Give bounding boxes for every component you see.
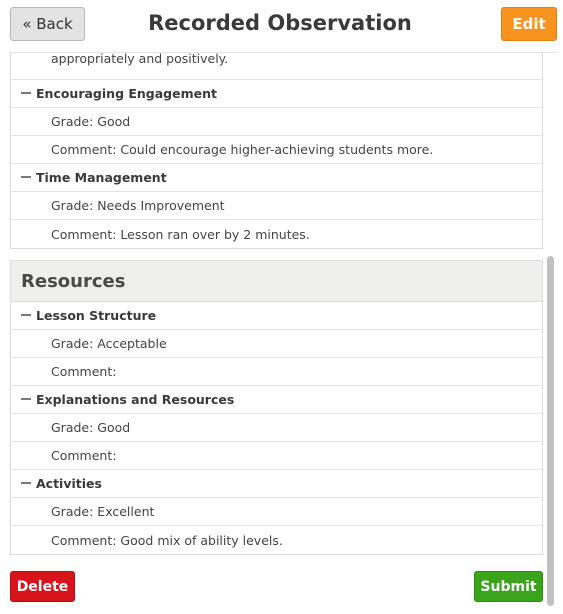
section-gap [10,249,543,260]
criterion-name: Activities [36,476,102,491]
grade-text: Grade: Good [51,114,131,129]
criterion-encouraging-engagement[interactable] [11,80,542,108]
comment-continuation: appropriately and positively. [51,53,229,66]
criterion-activities[interactable] [11,470,542,498]
header-bar [0,0,563,53]
collapse-icon [21,482,31,484]
comment-row [11,136,542,164]
criterion-name: Time Management [36,170,167,185]
section-title-resources: Resources [10,260,543,302]
collapse-icon [21,92,31,94]
grade-text: Grade: Acceptable [51,336,167,351]
delete-button[interactable]: Delete [10,571,75,602]
grade-text: Grade: Needs Improvement [51,198,225,213]
grade-row [11,414,542,442]
comment-text: Comment: Lesson ran over by 2 minutes. [51,226,310,242]
grade-text: Grade: Good [51,420,131,435]
page-title: Recorded Observation [148,11,412,35]
comment-text-cut [11,53,542,80]
collapse-icon [21,176,31,178]
collapse-icon [21,314,31,316]
comment-row [11,220,542,248]
scrollbar-thumb[interactable] [547,256,554,606]
back-button[interactable]: « Back [10,7,85,41]
comment-row [11,526,542,554]
grade-row [11,330,542,358]
criterion-lesson-structure[interactable] [11,302,542,330]
criterion-name: Encouraging Engagement [36,86,217,101]
criterion-explanations-and-resources[interactable] [11,386,542,414]
submit-button[interactable]: Submit [474,571,543,602]
comment-text: Comment: Could encourage higher-achieving students more. [51,142,434,157]
criterion-name: Lesson Structure [36,308,157,323]
collapse-icon [21,398,31,400]
previous-section-panel [10,53,543,249]
comment-text: Comment: [51,448,117,463]
criterion-time-management[interactable] [11,164,542,192]
criterion-name: Explanations and Resources [36,392,235,407]
resources-panel [10,302,543,555]
grade-row [11,108,542,136]
grade-row [11,498,542,526]
comment-text: Comment: [51,364,117,379]
comment-text: Comment: Good mix of ability levels. [51,532,283,548]
comment-row [11,358,542,386]
grade-row [11,192,542,220]
comment-row [11,442,542,470]
edit-button[interactable]: Edit [501,7,557,41]
grade-text: Grade: Excellent [51,504,155,519]
observation-scroll-area[interactable] [10,53,543,556]
